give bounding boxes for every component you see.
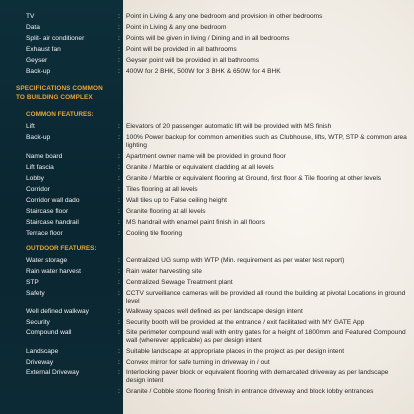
spec-colon: : — [118, 359, 120, 366]
spec-value: Site perimeter compound wall with entry gates for a height of 1800mm and Featured Compound wall (wherever applicable) as per design intent — [126, 329, 406, 345]
spec-label: Staircase floor — [26, 208, 69, 215]
spec-value: Apartment owner name will be provided in ground floor — [126, 153, 286, 160]
spec-value: Centralized UG sump with WTP (Min. requirement as per water test report) — [126, 257, 345, 264]
spec-label: Security — [26, 319, 50, 326]
spec-value: Rain water harvesting site — [126, 268, 202, 275]
spec-colon: : — [118, 308, 120, 315]
spec-value: Granite / Marble or equivalent flooring at Ground, first floor & Tile flooring at other levels — [126, 175, 382, 182]
spec-colon: : — [118, 164, 120, 171]
spec-label: Terrace floor — [26, 230, 63, 237]
spec-colon: : — [118, 175, 120, 182]
spec-value: Elevators of 20 passenger automatic lift will be provided with MS finish — [126, 123, 332, 130]
spec-label: STP — [26, 279, 39, 286]
spec-label: Compound wall — [26, 329, 72, 336]
spec-label: Well defined walkway — [26, 308, 89, 315]
common-features-heading: COMMON FEATURES: — [26, 111, 94, 118]
spec-colon: : — [118, 230, 120, 237]
section-title-line2: TO BUILDING COMPLEX — [16, 94, 93, 101]
spec-value: Geyser point will be provided in all bathrooms — [126, 57, 260, 64]
spec-value: 100% Power backup for common amenities such as Clubhouse, lifts, WTP, STP & common area lighting — [126, 134, 407, 150]
spec-colon: : — [118, 57, 120, 64]
spec-value: Convex mirror for safe turning in driveway in / out — [126, 359, 270, 366]
spec-label: Back-up — [26, 134, 51, 141]
spec-value: 400W for 2 BHK, 500W for 3 BHK & 650W for 4 BHK — [126, 68, 281, 75]
spec-colon: : — [118, 319, 120, 326]
spec-value: Interlocking paver block or equivalent flooring with demarcated driveway as per landscape design intent — [126, 369, 389, 385]
section-title-line1: SPECIFICATIONS COMMON — [16, 85, 103, 92]
spec-colon: : — [118, 153, 120, 160]
spec-colon: : — [118, 369, 120, 376]
spec-label: External Driveway — [26, 369, 80, 376]
spec-colon: : — [118, 348, 120, 355]
spec-colon: : — [118, 388, 120, 395]
spec-value: Points will be given in living / Dining and in all bedrooms — [126, 35, 290, 42]
spec-label: Name board — [26, 153, 63, 160]
spec-value: Cooling tile flooring — [126, 230, 183, 237]
spec-colon: : — [118, 197, 120, 204]
spec-label: Water storage — [26, 257, 68, 264]
spec-value: MS handrail with enamel paint finish in all floors — [126, 219, 265, 226]
spec-value: Tiles flooring at all levels — [126, 186, 198, 193]
spec-label: Driveway — [26, 359, 54, 366]
spec-label: Staircase handrail — [26, 219, 79, 226]
spec-label: Exhaust fan — [26, 46, 61, 53]
spec-colon: : — [118, 134, 120, 141]
spec-colon: : — [118, 257, 120, 264]
spec-colon: : — [118, 24, 120, 31]
spec-label: Lobby — [26, 175, 44, 182]
spec-label: Safety — [26, 290, 45, 297]
spec-colon: : — [118, 219, 120, 226]
spec-label: TV — [26, 13, 35, 20]
spec-label: Back-up — [26, 68, 51, 75]
spec-value: Wall tiles up to False ceiling height — [126, 197, 227, 204]
spec-colon: : — [118, 268, 120, 275]
spec-value: Granite flooring at all levels — [126, 208, 206, 215]
spec-value: CCTV surveillance cameras will be provided all round the building at pivotal Locations in ground level — [126, 290, 406, 306]
spec-value: Suitable landscape at appropriate places in the project as per design intent — [126, 348, 345, 355]
spec-value: Granite / Marble or equivalent cladding at all levels — [126, 164, 274, 171]
spec-colon: : — [118, 46, 120, 53]
spec-colon: : — [118, 186, 120, 193]
spec-label: Geyser — [26, 57, 48, 64]
spec-colon: : — [118, 68, 120, 75]
spec-label: Corridor wall dado — [26, 197, 80, 204]
spec-value: Security booth will be provided at the entrance / exit facilitated with MY GATE App — [126, 319, 365, 326]
spec-colon: : — [118, 35, 120, 42]
spec-label: Split- air conditioner — [26, 35, 85, 42]
spec-colon: : — [118, 329, 120, 336]
left-panel — [0, 0, 123, 414]
spec-label: Rain water harvest — [26, 268, 81, 275]
spec-colon: : — [118, 208, 120, 215]
spec-label: Lift — [26, 123, 35, 130]
spec-value: Point in Living & any one bedroom — [126, 24, 227, 31]
spec-label: Landscape — [26, 348, 59, 355]
spec-label: Corridor — [26, 186, 50, 193]
spec-value: Point in Living & any one bedroom and provision in other bedrooms — [126, 13, 323, 20]
spec-label: Lift fascia — [26, 164, 54, 171]
spec-value: Centralized Sewage Treatment plant — [126, 279, 233, 286]
outdoor-features-heading: OUTDOOR FEATURES: — [26, 245, 97, 252]
spec-colon: : — [118, 123, 120, 130]
spec-value: Granite / Cobble stone flooring finish in entrance driveway and block lobby entrances — [126, 388, 374, 395]
spec-colon: : — [118, 290, 120, 297]
spec-value: Point will be provided in all bathrooms — [126, 46, 237, 53]
spec-label: Data — [26, 24, 40, 31]
spec-colon: : — [118, 13, 120, 20]
spec-colon: : — [118, 279, 120, 286]
spec-value: Walkway spaces well defined as per landscape design intent — [126, 308, 303, 315]
